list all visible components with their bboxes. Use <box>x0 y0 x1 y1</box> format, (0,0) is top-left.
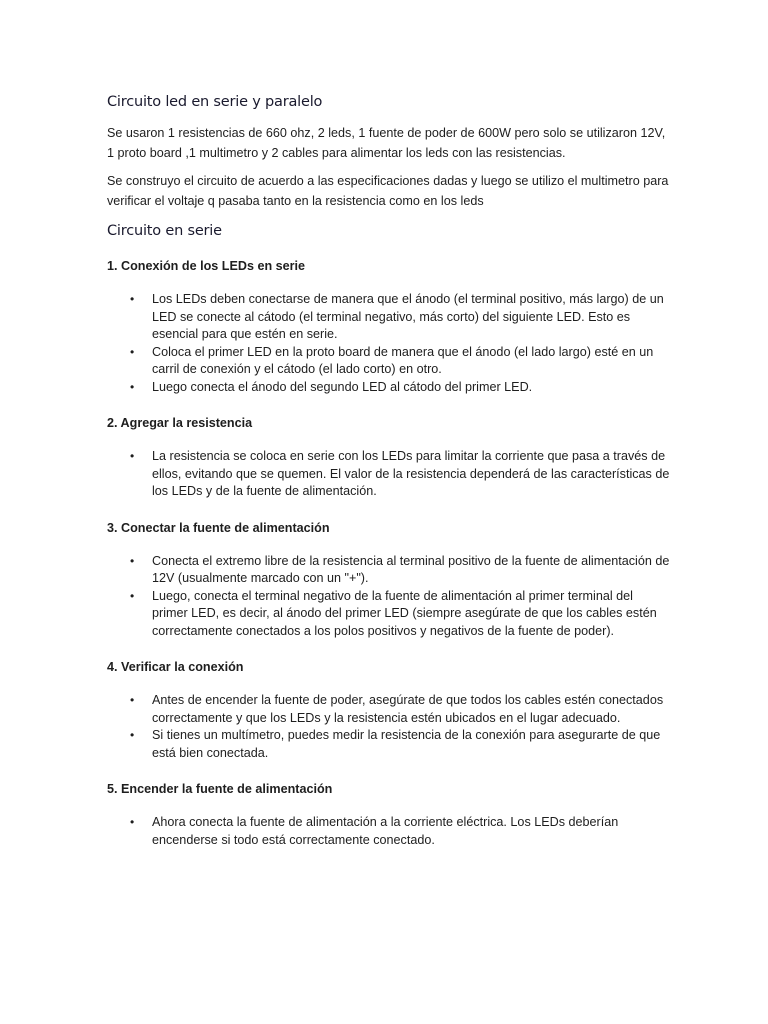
list-item-text: Si tienes un multímetro, puedes medir la resistencia de la conexión para asegurarte de que está bien conectada. <box>152 728 661 760</box>
list-item <box>130 448 672 501</box>
bullet-list <box>107 291 672 396</box>
bullet-icon: • <box>130 379 135 394</box>
document-title: Circuito led en serie y paralelo <box>107 94 323 110</box>
bullet-icon: • <box>130 588 135 603</box>
list-item-text: Conecta el extremo libre de la resistencia al terminal positivo de la fuente de alimentación de 12V (usualmente marcado con un "+"). <box>152 553 670 585</box>
step-heading: 1. Conexión de los LEDs en serie <box>107 259 306 273</box>
bullet-icon: • <box>130 292 135 306</box>
step-heading: 2. Agregar la resistencia <box>107 416 253 430</box>
list-item <box>130 344 672 379</box>
intro-paragraph: Se construyo el circuito de acuerdo a las especificaciones dadas y luego se utilizo el multimetro para verificar el voltaje q pasaba tanto en la resistencia como en los leds <box>107 174 669 208</box>
list-item <box>130 814 672 849</box>
list-item <box>130 379 672 397</box>
list-item-text: Coloca el primer LED en la proto board de manera que el ánodo (el lado largo) esté en un carril de conexión y el cátodo (el lado corto) en otro. <box>152 344 654 376</box>
bullet-icon: • <box>130 344 135 359</box>
list-item <box>130 692 672 727</box>
list-item <box>130 553 672 588</box>
bullet-icon: • <box>130 449 135 463</box>
list-item-text: Antes de encender la fuente de poder, asegúrate de que todos los cables estén conectados correctamente y que los LEDs y la resistencia estén ubicados en el lugar adecuado. <box>152 693 664 725</box>
step-heading: 5. Encender la fuente de alimentación <box>107 782 333 796</box>
list-item-text: Ahora conecta la fuente de alimentación a la corriente eléctrica. Los LEDs deberían encenderse si todo está correctamente conectado. <box>152 815 619 847</box>
bullet-list <box>107 553 672 641</box>
bullet-list <box>107 814 672 849</box>
intro-paragraph: Se usaron 1 resistencias de 660 ohz, 2 leds, 1 fuente de poder de 600W pero solo se utilizaron 12V, 1 proto board ,1 multimetro y 2 cables para alimentar los leds con las resistencias. <box>107 126 666 160</box>
list-item <box>130 291 672 344</box>
list-item <box>130 588 672 641</box>
bullet-icon: • <box>130 693 135 707</box>
list-item-text: Los LEDs deben conectarse de manera que el ánodo (el terminal positivo, más largo) de un LED se conecte al cátodo (el terminal negativo, más corto) del siguiente LED. Esto es esencial para que estén en serie. <box>152 292 664 341</box>
bullet-icon: • <box>130 553 135 568</box>
list-item-text: Luego, conecta el terminal negativo de la fuente de alimentación al primer terminal del primer LED, es decir, al ánodo del primer LED (siempre asegúrate de que los cables estén correctamente conectados a los polos positivos y negativos de la fuente de poder). <box>152 588 657 638</box>
bullet-icon: • <box>130 815 135 829</box>
bullet-icon: • <box>130 728 135 742</box>
list-item <box>130 727 672 762</box>
bullet-list <box>107 448 672 501</box>
section-title: Circuito en serie <box>107 223 222 239</box>
bullet-list <box>107 692 672 762</box>
list-item-text: La resistencia se coloca en serie con los LEDs para limitar la corriente que pasa a través de ellos, evitando que se quemen. El valor de la resistencia dependerá de las características de los LEDs y de la fuente de alimentación. <box>152 449 670 498</box>
step-heading: 3. Conectar la fuente de alimentación <box>107 520 330 535</box>
step-heading: 4. Verificar la conexión <box>107 660 244 674</box>
list-item-text: Luego conecta el ánodo del segundo LED al cátodo del primer LED. <box>152 379 533 394</box>
